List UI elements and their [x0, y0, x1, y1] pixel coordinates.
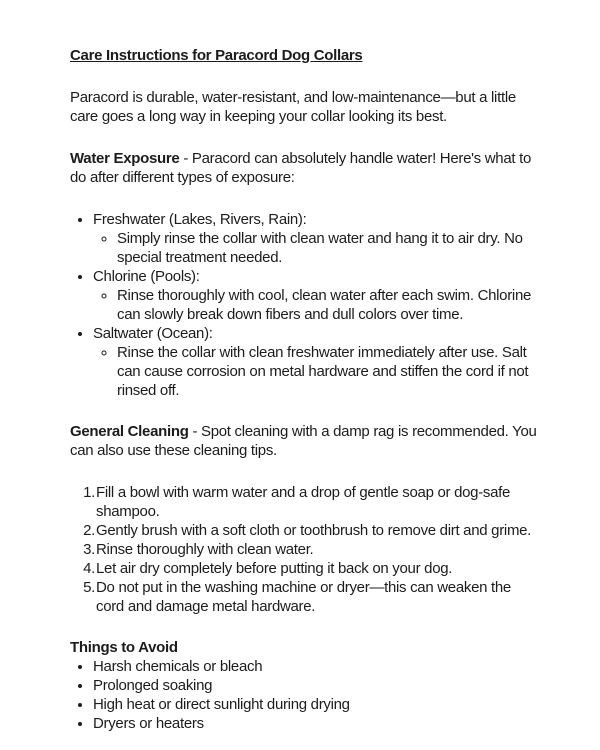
- avoid-item-text: Prolonged soaking: [93, 677, 213, 694]
- step-text: Do not put in the washing machine or dryer—this can weaken the cord and damage metal hardware.: [96, 579, 511, 615]
- step-item: [96, 540, 542, 559]
- step-text: Rinse thoroughly with clean water.: [96, 541, 314, 558]
- step-item: [96, 521, 542, 540]
- list-item-label: Chlorine (Pools):: [93, 268, 200, 285]
- things-to-avoid-heading: Things to Avoid: [70, 639, 178, 656]
- avoid-item: [93, 657, 542, 676]
- cleaning-steps-list: [70, 483, 542, 616]
- sublist: [93, 286, 542, 324]
- list-item-label: Freshwater (Lakes, Rivers, Rain):: [93, 211, 307, 228]
- general-cleaning-heading: General Cleaning: [70, 423, 189, 440]
- step-item: [96, 578, 542, 616]
- list-item: [93, 210, 542, 267]
- step-item: [96, 559, 542, 578]
- general-cleaning-text: - Spot cleaning with a damp rag is recommended. You can also use these cleaning tips.: [70, 423, 537, 459]
- avoid-item: [93, 676, 542, 695]
- list-subitem-text: Rinse thoroughly with cool, clean water after each swim. Chlorine can slowly break down fibers and dull colors over time.: [117, 287, 532, 323]
- water-exposure-paragraph: [70, 149, 542, 187]
- step-text: Gently brush with a soft cloth or toothbrush to remove dirt and grime.: [96, 522, 532, 539]
- avoid-item-text: Dryers or heaters: [93, 715, 204, 732]
- sublist: [93, 229, 542, 267]
- step-item: [96, 483, 542, 521]
- step-text: Fill a bowl with warm water and a drop of gentle soap or dog-safe shampoo.: [96, 484, 511, 520]
- avoid-item: [93, 714, 542, 733]
- step-text: Let air dry completely before putting it back on your dog.: [96, 560, 453, 577]
- list-subitem: [117, 229, 542, 267]
- list-item-label: Saltwater (Ocean):: [93, 325, 213, 342]
- avoid-item: [93, 695, 542, 714]
- list-subitem-text: Simply rinse the collar with clean water and hang it to air dry. No special treatment needed.: [117, 230, 523, 266]
- avoid-item-text: Harsh chemicals or bleach: [93, 658, 263, 675]
- document-title: Care Instructions for Paracord Dog Collars: [70, 47, 363, 64]
- list-subitem: [117, 286, 542, 324]
- general-cleaning-paragraph: [70, 422, 542, 460]
- avoid-item-text: High heat or direct sunlight during drying: [93, 696, 350, 713]
- list-item: [93, 324, 542, 400]
- water-exposure-list: [70, 210, 542, 400]
- sublist: [93, 343, 542, 400]
- water-exposure-heading: Water Exposure: [70, 150, 180, 167]
- list-subitem-text: Rinse the collar with clean freshwater immediately after use. Salt can cause corrosion on metal hardware and stiffen the cord if not rinsed off.: [117, 344, 529, 399]
- water-exposure-text: - Paracord can absolutely handle water! Here's what to do after different types of exposure:: [70, 150, 532, 186]
- intro-paragraph: Paracord is durable, water-resistant, and low-maintenance—but a little care goes a long way in keeping your collar looking its best.: [70, 89, 516, 125]
- list-subitem: [117, 343, 542, 400]
- list-item: [93, 267, 542, 324]
- things-to-avoid-list: [70, 657, 542, 733]
